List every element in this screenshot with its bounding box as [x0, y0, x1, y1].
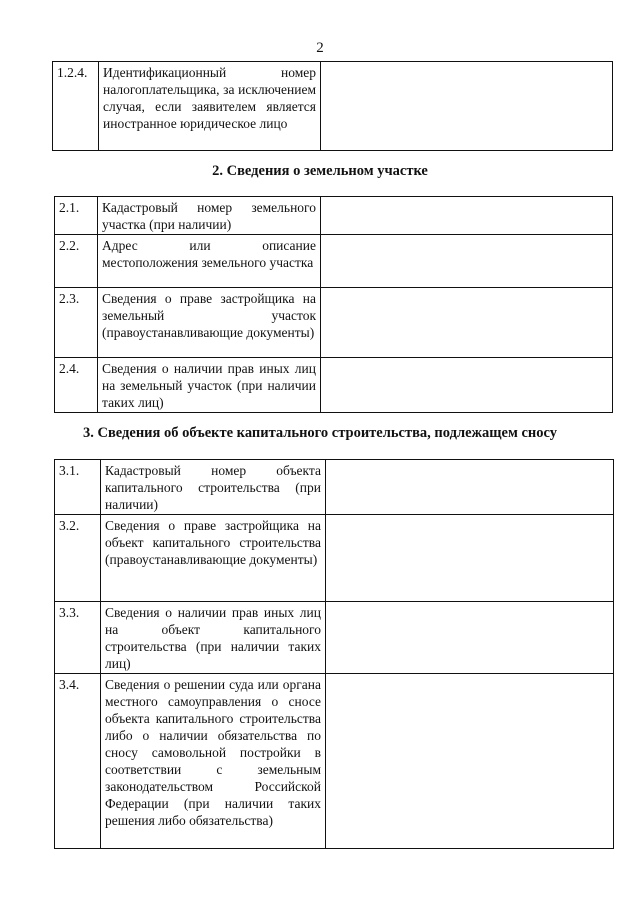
- row-value-field[interactable]: [321, 235, 613, 288]
- row-value-field[interactable]: [326, 515, 614, 602]
- table-row: [55, 515, 614, 602]
- row-label: Сведения о наличии прав иных лиц на объект капитального строительства (при наличии таких лиц): [101, 602, 326, 674]
- row-value-field[interactable]: [326, 674, 614, 849]
- section-3-title: 3. Сведения об объекте капитального строительства, подлежащем сносу: [83, 425, 557, 441]
- row-value-field[interactable]: [326, 602, 614, 674]
- capital-construction-table: [54, 459, 614, 849]
- row-number: 2.2.: [55, 235, 98, 288]
- row-number: 2.3.: [55, 288, 98, 358]
- row-value-field[interactable]: [321, 358, 613, 413]
- row-label: Сведения о праве застройщика на объект капитального строительства (правоустанавливающие документы): [101, 515, 326, 602]
- row-number: 1.2.4.: [53, 62, 99, 151]
- row-number: 2.4.: [55, 358, 98, 413]
- row-label: Кадастровый номер земельного участка (при наличии): [98, 197, 321, 235]
- land-plot-table: [54, 196, 613, 413]
- table-row: [55, 288, 613, 358]
- row-value-field[interactable]: [321, 197, 613, 235]
- row-label: Кадастровый номер объекта капитального строительства (при наличии): [101, 460, 326, 515]
- table-row: [53, 62, 613, 151]
- table-row: [55, 358, 613, 413]
- row-label: Адрес или описание местоположения земельного участка: [98, 235, 321, 288]
- table-row: [55, 235, 613, 288]
- page-number: 2: [316, 40, 324, 56]
- row-value-field[interactable]: [326, 460, 614, 515]
- row-number: 2.1.: [55, 197, 98, 235]
- taxpayer-id-table: [52, 61, 613, 151]
- row-number: 3.3.: [55, 602, 101, 674]
- table-row: [55, 602, 614, 674]
- row-label: Сведения о наличии прав иных лиц на земельный участок (при наличии таких лиц): [98, 358, 321, 413]
- table-row: [55, 674, 614, 849]
- row-value-field[interactable]: [321, 288, 613, 358]
- row-label: Сведения о праве застройщика на земельный участок (правоустанавливающие документы): [98, 288, 321, 358]
- row-number: 3.2.: [55, 515, 101, 602]
- row-number: 3.4.: [55, 674, 101, 849]
- section-2-title: 2. Сведения о земельном участке: [212, 163, 428, 179]
- row-number: 3.1.: [55, 460, 101, 515]
- row-label: Сведения о решении суда или органа местного самоуправления о сносе объекта капитального строительства либо о наличии обязательства по сносу самовольной постройки в соответствии с земельным законодательством Российской Федерации (при наличии таких решения либо обязательства): [101, 674, 326, 849]
- row-value-field[interactable]: [321, 62, 613, 151]
- table-row: [55, 197, 613, 235]
- row-label: Идентификационный номер налогоплательщика, за исключением случая, если заявителем является иностранное юридическое лицо: [99, 62, 321, 151]
- table-row: [55, 460, 614, 515]
